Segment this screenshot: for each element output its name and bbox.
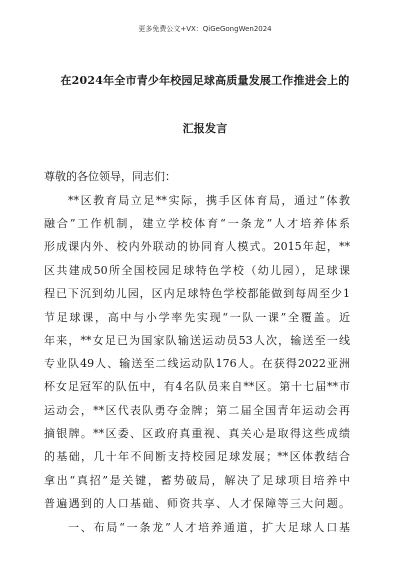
body-line: 专业队49人、输送至二线运动队176人。在获得2022亚洲 [44,357,350,370]
body-line: 年来，**女足已为国家队输送运动员53人次，输送至一线 [44,334,350,347]
body-line: 形成课内外、校内外联动的协同育人模式。2015年起，** [44,240,350,253]
body-line: 杯女足冠军的队伍中，有4名队员来自**区。第十七届**市 [44,380,350,393]
body-line: 运动会，**区代表队勇夺金牌；第二届全国青年运动会再 [44,404,350,417]
body-line: 融合”工作机制，建立学校体育“一条龙”人才培养体系 [44,217,350,230]
body-line: 摘银牌。**区委、区政府真重视、真关心是取得这些成绩 [44,427,350,440]
body-line: 普遍遇到的人口基础、师资共享、人才保障等三大问题。 [44,497,350,510]
body-line: 的基础，几十年不间断支持校园足球发展；**区体教结合 [44,450,350,463]
document-title-line-2: 汇报发言 [182,122,228,135]
body-line: 一、布局“一条龙”人才培养通道，扩大足球人口基 [68,521,350,534]
body-line: 程已下沉到幼儿园，区内足球特色学校都能做到每周至少1 [44,287,350,300]
body-line: **区教育局立足**实际，携手区体育局，通过“体教 [68,194,350,207]
document-title-line-1: 在2024年全市青少年校园足球高质量发展工作推进会上的 [60,74,350,87]
body-line: 节足球课，高中与小学率先实现“一队一课”全覆盖。近 [44,311,350,324]
header-note: 更多免费公文+VX：QiGeGongWen2024 [138,25,272,33]
greeting: 尊敬的各位领导，同志们： [44,170,176,183]
body-line: 区共建成50所全国校园足球特色学校（幼儿园），足球课 [44,264,350,277]
body-line: 拿出“真招”是关键，蓄势破局，解决了足球项目培养中 [44,474,350,487]
